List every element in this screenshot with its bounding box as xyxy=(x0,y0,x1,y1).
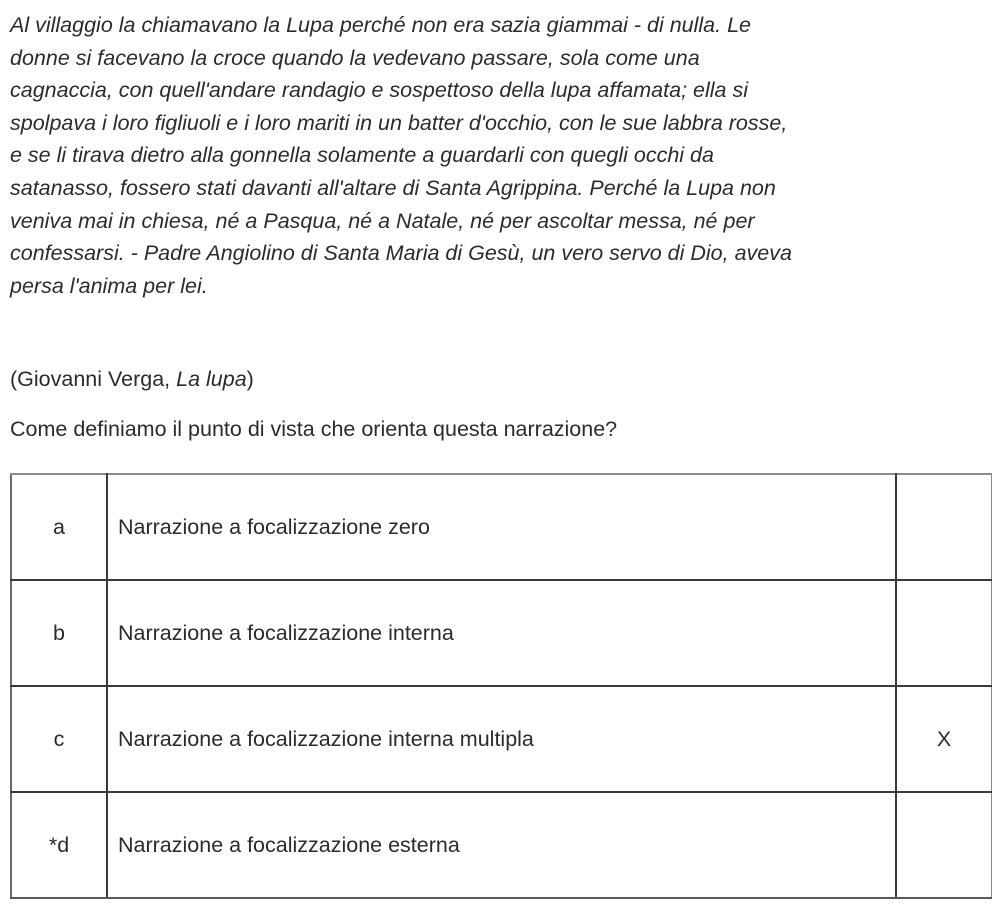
answer-letter: *d xyxy=(11,792,107,898)
answer-letter: a xyxy=(11,474,107,580)
question-text: Come definiamo il punto di vista che orienta questa narrazione? xyxy=(10,417,618,441)
answer-table xyxy=(10,473,992,899)
passage-line: e se li tirava dietro alla gonnella solamente a guardarli con quegli occhi da xyxy=(10,143,714,168)
passage-line: veniva mai in chiesa, né a Pasqua, né a Natale, né per ascoltar messa, né per xyxy=(10,208,755,233)
answer-letter: b xyxy=(11,580,107,686)
citation-close: ) xyxy=(246,367,254,391)
passage-line: satanasso, fossero stati davanti all'altare di Santa Agrippina. Perché la Lupa non xyxy=(10,175,776,200)
answer-mark-cell[interactable] xyxy=(896,580,992,686)
answer-text: Narrazione a focalizzazione esterna xyxy=(107,792,896,898)
answer-row-b[interactable] xyxy=(11,580,992,686)
passage-line: Al villaggio la chiamavano la Lupa perché non era sazia giammai - di nulla. Le xyxy=(10,13,751,37)
passage-text xyxy=(10,9,988,302)
answer-letter: c xyxy=(11,686,107,792)
citation xyxy=(10,364,254,394)
passage-line: spolpava i loro figliuoli e i loro mariti in un batter d'occhio, con le sue labbra rosse, xyxy=(10,110,788,135)
answer-text: Narrazione a focalizzazione interna multipla xyxy=(107,686,896,792)
answer-row-a[interactable] xyxy=(11,474,992,580)
passage-line: persa l'anima per lei. xyxy=(10,273,208,298)
citation-author: (Giovanni Verga, xyxy=(10,367,177,391)
passage-line: donne si facevano la croce quando la vedevano passare, sola come una xyxy=(10,45,700,70)
passage-line: cagnaccia, con quell'andare randagio e sospettoso della lupa affamata; ella si xyxy=(10,78,748,103)
answer-text: Narrazione a focalizzazione interna xyxy=(107,580,896,686)
answer-mark-cell[interactable] xyxy=(896,474,992,580)
answer-row-d[interactable] xyxy=(11,792,992,898)
answer-row-c[interactable] xyxy=(11,686,992,792)
passage-line: confessarsi. - Padre Angiolino di Santa Maria di Gesù, un vero servo di Dio, aveva xyxy=(10,241,792,266)
answer-mark-cell[interactable] xyxy=(896,792,992,898)
citation-title: La lupa xyxy=(176,367,247,391)
answer-text: Narrazione a focalizzazione zero xyxy=(107,474,896,580)
answer-mark-cell[interactable]: X xyxy=(896,686,992,792)
